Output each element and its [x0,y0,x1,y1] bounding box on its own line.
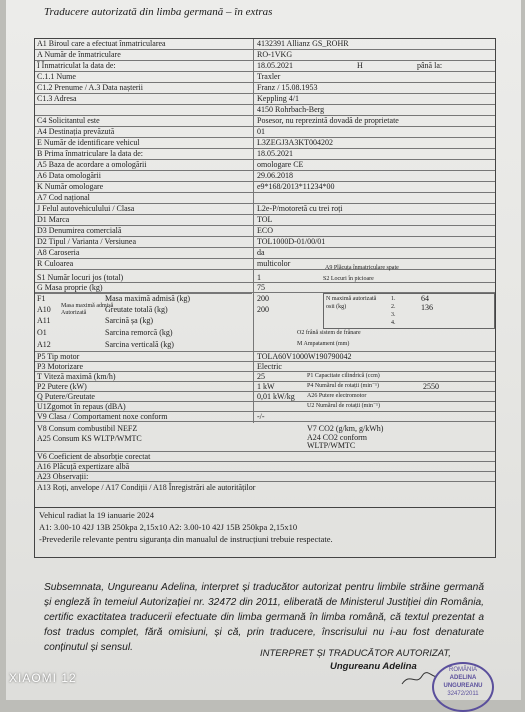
v9-row: V9 Clasa / Comportament noxe conform -/- [35,412,495,422]
row-value: 18.05.2021 [257,149,293,158]
t-row: T Viteză maximă (km/h) 25 P1 Capacitate cilindrică (ccm) [35,372,495,382]
row-value: TOL [257,215,273,224]
row-label: B Prima înmatriculare la data de: [37,149,143,158]
remarks-cont: Vehicul radiat la 19 ianuarie 2024 A1: 3.00-10 42J 13B 250kpa 2,15x10 A2: 3.00-10 42J 15B 250kpa 2,15x10 -Prevederile relevante pentru siguranța din manualul de instrucțiuni trebuie respectate. [34,507,496,558]
table-row [35,237,495,248]
row-value: Posesor, nu reprezintă dovadă de proprietate [257,116,399,125]
registration-table: A1 Biroul care a efectuat înmatricularea 4132391 Allianz GS_ROHR A Număr de înmatriculare RO-1VKG Î Înmatriculat la data de: 18.05.2021 H până la: C.1.1 Nume Traxler C1.2 Prenume / A.3 Data nașterii Franz / 15.08.1953 C1.3 Adresa Keppling 4/1 4150 Rohrbach-Berg C4 Solicitantul este Posesor, nu reprezintă dovadă de proprietate A4 Destinația prevăzută 01 E Număr de identificare vehicul L3ZEGJ3A3KT004202 B Prima înmatriculare la data de: 18.05.2021 A5 Baza de acordare a omologării omologare CE A6 Data omologării 29.06.2018 K Număr omologare e9*168/2013*11234*00 A7 Cod național J Felul autovehiculului / Clasa L2e-P/motoretă cu trei roți D1 Marca TOL D3 Denumirea comercială ECO D2 Tipul / Varianta / Versiunea TOL1000D-01/00/01 A8 Caroseria da R Culoarea multicolor S1 Număr locuri jos (total) 1 S2 Locuri în picioare G Masa proprie (kg) 75 A9 Plăcuța înmatriculare spate F1 A10 A11 O1 A12 Masa maximă admisă Autorizată Masa maximă admisă (kg) Greutate totală (kg) Sarcină șa (kg) Sarcina remorcă (kg) Sarcina verticală (kg) 200 200 N maximă autorizată osii (kg) 1. 2. 3. 4. 64 136 O2 frână sistem de frânare M Ampatament (mm) P5 Tip motor TOLA60V1000W190790042 P3 Motorizare Electric T Viteză maximă (km/h) 25 P1 Capacitate cilindrică (ccm) P2 Putere (kW) 1 kW P4 Numărul de rotații (min⁻¹) 2550 Q Putere/Greutate 0,01 kW/kg A26 Putere electromotor U1Zgomot în repaus (dBA) U2 Numărul de rotații (min⁻¹) V9 Clasa / Comportament noxe conform -/- V8 Consum combustibil NEFZ A25 Consum KS WLTP/WMTC V7 CO2 (g/km, g/kWh) A24 CO2 conform WLTP/WMTC V6 Coeficient de absorbție corectat A16 Plăcuță expertizare albă A23 Observații: A13 Roți, anvelope / A17 Condiții / A18 Înregistrări ale autorităților [34,38,496,508]
row-label: A Număr de înmatriculare [37,50,121,59]
table-row [35,160,495,171]
row-value: RO-1VKG [257,50,293,59]
row-value: Keppling 4/1 [257,94,299,103]
row-value: ECO [257,226,273,235]
s2-label: S2 Locuri în picioare [323,276,374,282]
row-extra: H [357,61,363,70]
table-row [35,72,495,83]
table-row [35,204,495,215]
row-label: A1 Biroul care a efectuat înmatricularea [37,39,166,48]
row-label: A6 Data omologării [37,171,101,180]
table-row [35,138,495,149]
row-label: A8 Caroseria [37,248,80,257]
v6-row: V6 Coeficient de absorbție corectat [35,452,495,462]
table-row [35,94,495,105]
a16-row: A16 Plăcuță expertizare albă [35,462,495,472]
signature-title: INTERPRET ȘI TRADUCĂTOR AUTORIZAT, [260,648,451,659]
row-value: e9*168/2013*11234*00 [257,182,335,191]
s1-row: S1 Număr locuri jos (total) 1 S2 Locuri în picioare [35,273,495,283]
table-row [35,182,495,193]
p5-row: P5 Tip motor TOLA60V1000W190790042 [35,352,495,362]
table-row [35,171,495,182]
p2-row: P2 Putere (kW) 1 kW P4 Numărul de rotații (min⁻¹) 2550 [35,382,495,392]
table-row [35,226,495,237]
a9-label: A9 Plăcuța înmatriculare spate [325,265,399,271]
row-value: da [257,248,265,257]
row-label: A5 Baza de acordare a omologării [37,160,147,169]
q-row: Q Putere/Greutate 0,01 kW/kg A26 Putere electromotor [35,392,495,402]
table-row [35,127,495,138]
table-row [35,105,495,116]
table-row [35,116,495,127]
table-row [35,83,495,94]
signature-name: Ungureanu Adelina [330,661,417,672]
row-label: C1.3 Adresa [37,94,77,103]
row-value: Traxler [257,72,281,81]
row-label: J Felul autovehiculului / Clasa [37,204,135,213]
table-row [35,248,495,259]
row-value: 4132391 Allianz GS_ROHR [257,39,349,48]
row-value: multicolor [257,259,291,268]
table-row [35,61,495,72]
row-label: C4 Solicitantul este [37,116,100,125]
table-row [35,193,495,204]
table-row [35,149,495,160]
row-label: E Număr de identificare vehicul [37,138,140,147]
row-value: L3ZEGJ3A3KT004202 [257,138,333,147]
row-label: D2 Tipul / Varianta / Versiunea [37,237,137,246]
a23-row: A23 Observații: [35,472,495,482]
row-value: 4150 Rohrbach-Berg [257,105,325,114]
row-value: 29.06.2018 [257,171,293,180]
table-row [35,259,495,270]
row-label: A7 Cod național [37,193,90,202]
row-value: omologare CE [257,160,304,169]
row-value: 18.05.2021 [257,61,293,70]
row-value: Franz / 15.08.1953 [257,83,318,92]
p3-row: P3 Motorizare Electric [35,362,495,372]
row-value: 01 [257,127,265,136]
table-row [35,39,495,50]
max-mass-label: Masa maximă admisă Autorizată [61,303,114,316]
row-label: D1 Marca [37,215,70,224]
u1-row: U1Zgomot în repaus (dBA) U2 Numărul de rotații (min⁻¹) [35,402,495,412]
row-label: D3 Denumirea comercială [37,226,122,235]
row-label: Î Înmatriculat la data de: [37,61,116,70]
row-label: C1.2 Prenume / A.3 Data nașterii [37,83,143,92]
row-label: K Număr omologare [37,182,104,191]
document-header: Traducere autorizată din limba germană – în extras [44,6,273,18]
row-value: L2e-P/motoretă cu trei roți [257,204,343,213]
certification-paragraph: Subsemnata, Ungureanu Adelina, interpret și traducător autorizat pentru limbile străine germană și engleză în temeiul Autorizației nr. 32472 din 2011, eliberată de Ministerul Justiției din România, certific exactitatea traducerii efectuate din limba germană în limba română, că textul prezentat a fost tradus complet, fără omisiuni, și că, prin traducere, înscrisului nu i-au fost denaturate conținutul și sensul. [44,582,484,653]
row-label: R Culoarea [37,259,74,268]
row-label: A4 Destinația prevăzută [37,127,115,136]
consumption-block: V8 Consum combustibil NEFZ A25 Consum KS WLTP/WMTC V7 CO2 (g/km, g/kWh) A24 CO2 conform WLTP/WMTC [35,423,495,452]
row-extra2: până la: [417,61,443,70]
translator-stamp: ROMÂNIA ADELINA UNGUREANU 32472/2011 [432,662,494,712]
table-row [35,50,495,61]
row-value: TOL1000D-01/00/01 [257,237,326,246]
row-label: C.1.1 Nume [37,72,76,81]
camera-watermark: XIAOMI 12 [9,671,77,685]
remarks-block: A13 Roți, anvelope / A17 Condiții / A18 Înregistrări ale autorităților [37,483,256,492]
table-row [35,215,495,226]
g-row: G Masa proprie (kg) 75 [35,283,495,293]
